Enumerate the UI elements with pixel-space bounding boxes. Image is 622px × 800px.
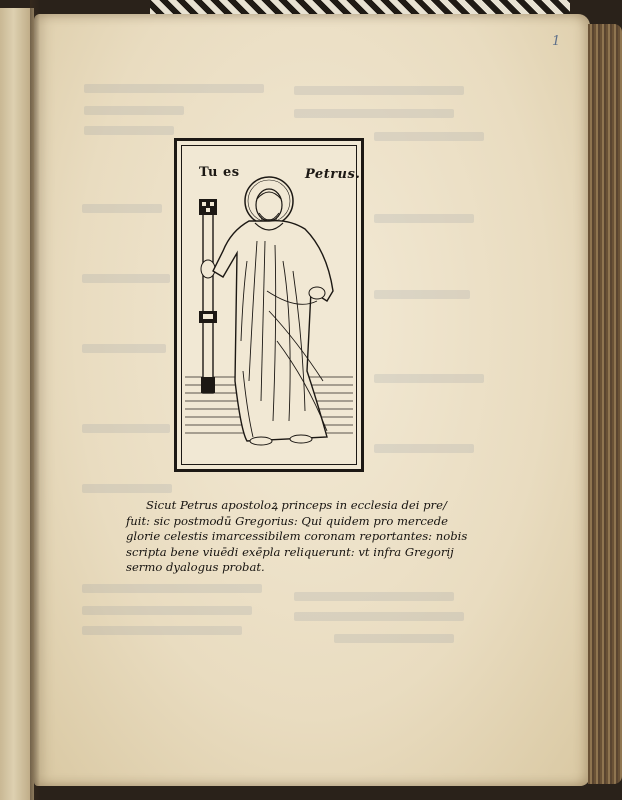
bleed-through-line [84, 126, 174, 135]
bleed-through-line [82, 424, 170, 433]
caption-line: scripta bene viuēdi exēpla reliquerunt: vt infra Gregorij [126, 544, 454, 559]
saint-peter-woodcut [177, 141, 361, 469]
bleed-through-line [82, 274, 170, 283]
folio-number: 1 [552, 34, 561, 49]
bleed-through-line [294, 86, 464, 95]
bleed-through-line [84, 84, 264, 93]
caption-line: Sicut Petrus apostoloꝝ princeps in ecclesia dei pre/ [146, 498, 447, 512]
woodcut-label-petrus: Petrus. [305, 167, 361, 182]
bleed-through-line [374, 374, 484, 383]
facing-left-page [0, 8, 34, 800]
bleed-through-line [82, 344, 166, 353]
fore-edge [588, 24, 622, 784]
bleed-through-line [334, 634, 454, 643]
bleed-through-line [82, 584, 262, 593]
caption-text-block [126, 498, 468, 576]
bleed-through-line [84, 106, 184, 115]
bleed-through-line [82, 484, 172, 493]
woodcut-illustration [174, 138, 364, 472]
bleed-through-line [294, 612, 464, 621]
bleed-through-line [374, 290, 470, 299]
bleed-through-line [374, 444, 474, 453]
spine-shadow [30, 0, 40, 800]
bleed-through-line [82, 626, 242, 635]
bleed-through-line [294, 109, 454, 118]
bleed-through-line [294, 592, 454, 601]
caption-line: sermo dyalogus probat. [126, 560, 265, 574]
bleed-through-line [374, 214, 474, 223]
bleed-through-line [374, 132, 484, 141]
bleed-through-line [82, 204, 162, 213]
bleed-through-line [82, 606, 252, 615]
woodcut-label-tu-es: Tu es [199, 165, 240, 180]
caption-line: glorie celestis imarcessibilem coronam reportantes: nobis [126, 529, 468, 543]
caption-line: fuit: sic postmodū Gregorius: Qui quidem pro mercede [126, 513, 449, 528]
